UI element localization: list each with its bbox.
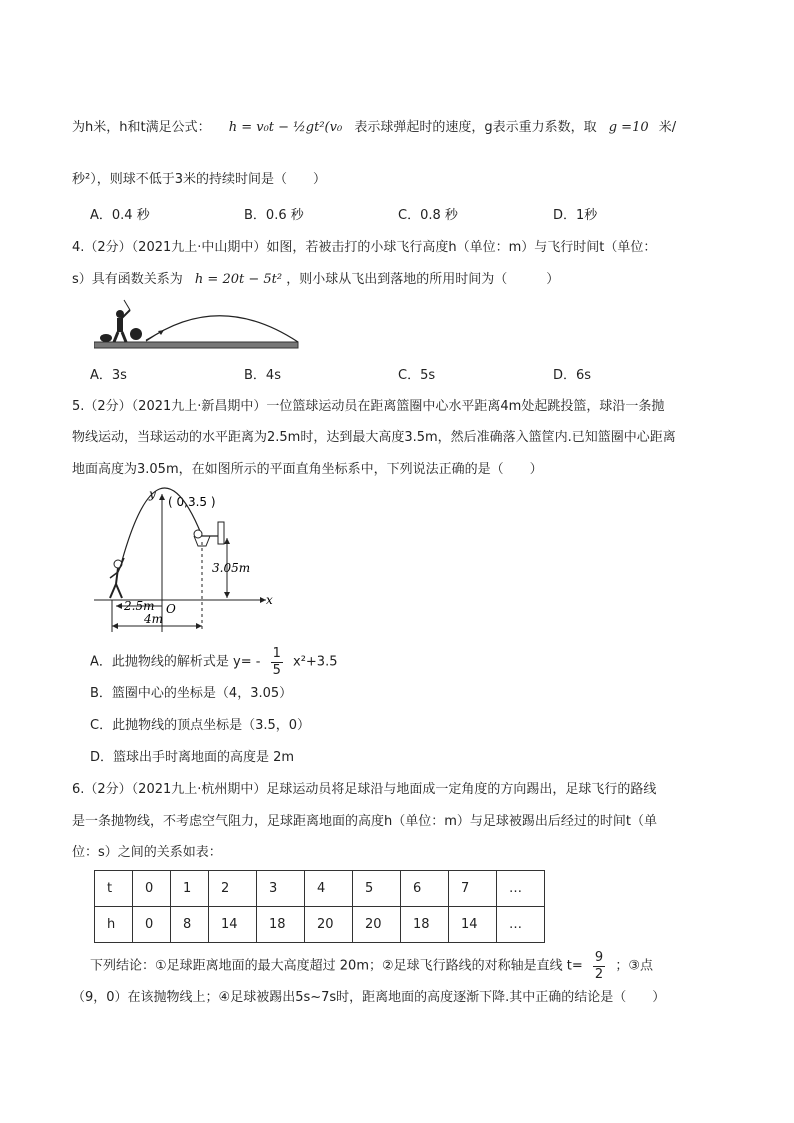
dist2-arrow-left-icon — [112, 623, 118, 629]
q4-text-b: ，则小球从飞出到落地的所用时间为（ ） — [286, 272, 560, 287]
q3-line1 — [72, 118, 676, 138]
table-cell: 20 — [305, 907, 353, 943]
y-axis-arrow-icon — [159, 494, 165, 500]
dist1-label: 2.5m — [124, 599, 155, 613]
q5-line3: 地面高度为3.05m，在如图所示的平面直角坐标系中，下列说法正确的是（ ） — [72, 462, 543, 477]
q4-option-b: B．4s — [244, 368, 281, 383]
table-cell: t — [95, 871, 133, 907]
y-axis-label: y — [149, 487, 156, 501]
q3-text-b: 表示球弹起时的速度，g表示重力系数，取 — [354, 120, 597, 135]
basketball-icon — [194, 530, 202, 538]
table-cell: 18 — [257, 907, 305, 943]
table-row — [95, 907, 545, 943]
table-cell: 7 — [449, 871, 497, 907]
table-cell: 14 — [449, 907, 497, 943]
table-cell: 1 — [171, 871, 209, 907]
q5-option-a — [90, 646, 337, 679]
height-arrow-top-icon — [224, 538, 230, 544]
height-label: 3.05m — [212, 561, 251, 575]
q6-line1: 6.（2分）（2021九上·杭州期中）足球运动员将足球沿与地面成一定角度的方向踢出，足球飞行的路线 — [72, 782, 657, 797]
fraction-denominator: 5 — [272, 663, 281, 678]
q6-conclusion-text: 下列结论：①足球距离地面的最大高度超过 20m；②足球飞行路线的对称轴是直线 t= — [90, 958, 583, 974]
vertex-point-label: ( 0,3.5 ) — [168, 495, 216, 509]
backboard — [218, 522, 224, 544]
q5-line2: 物线运动，当球运动的水平距离为2.5m时，达到最大高度3.5m，然后准确落入篮筐内.已知篮圈中心距离 — [72, 430, 676, 445]
q6-conclusion-line2: （9，0）在该抛物线上；④足球被踢出5s~7s时，距离地面的高度逐渐下降.其中正确的结论是（ ） — [72, 990, 666, 1005]
q3-text-c: 米/ — [658, 120, 677, 135]
height-arrow-bottom-icon — [224, 592, 230, 598]
trajectory-arc — [146, 316, 298, 342]
x-axis-label: x — [266, 593, 273, 607]
q4-formula: h = 20t − 5t² — [194, 272, 283, 287]
table-cell: 2 — [209, 871, 257, 907]
q4-option-d: D．6s — [553, 368, 592, 383]
q6-conclusion-line1 — [90, 950, 653, 983]
fraction-denominator: 2 — [594, 967, 604, 982]
q6-conclusion-fraction — [593, 950, 605, 983]
fraction-numerator: 9 — [594, 950, 604, 965]
q5-line1: 5.（2分）（2021九上·新昌期中）一位篮球运动员在距离篮圈中心水平距离4m处起跳投篮，球沿一条抛 — [72, 399, 665, 414]
dist2-label: 4m — [144, 612, 164, 626]
q4-text-a: s）具有函数关系为 — [72, 272, 183, 287]
q4-option-a: A．3s — [90, 368, 127, 383]
q3-option-a: A．0.4 秒 — [90, 208, 150, 223]
q4-line1: 4.（2分）（2021九上·中山期中）如图，若被击打的小球飞行高度h（单位：m）与飞行时间t（单位： — [72, 240, 657, 255]
table-cell: 8 — [171, 907, 209, 943]
q5-option-b: B．篮圈中心的坐标是（4，3.05） — [90, 686, 293, 701]
q4-line2 — [72, 270, 559, 290]
dist1-arrow-icon — [116, 603, 122, 609]
q5-option-a-tail: x²+3.5 — [293, 654, 338, 670]
q6-line3: 位：s）之间的关系如表： — [72, 845, 222, 860]
table-cell: 6 — [401, 871, 449, 907]
golf-figure — [94, 298, 304, 354]
q5-option-c: C．此抛物线的顶点坐标是（3.5，0） — [90, 718, 311, 733]
table-cell: 0 — [133, 871, 171, 907]
q6-table — [94, 870, 545, 943]
q3-text-a: 为h米，h和t满足公式： — [72, 120, 211, 135]
table-cell: 5 — [353, 871, 401, 907]
table-row — [95, 871, 545, 907]
table-cell: … — [497, 907, 545, 943]
fraction-numerator: 1 — [272, 646, 281, 661]
q3-g-value: g =10 — [608, 120, 649, 135]
origin-label: O — [166, 602, 176, 616]
q5-option-a-text: A．此抛物线的解析式是 y= - — [90, 654, 261, 670]
q3-formula: h = v₀t − ½gt²(v₀ — [228, 120, 343, 135]
table-cell: h — [95, 907, 133, 943]
q5-option-a-fraction — [271, 646, 283, 679]
q3-option-c: C．0.8 秒 — [398, 208, 458, 223]
q6-conclusion-tail: ；③点 — [615, 958, 653, 974]
table-cell: 18 — [401, 907, 449, 943]
golfer-icon — [100, 300, 142, 342]
q3-option-b: B．0.6 秒 — [244, 208, 304, 223]
table-cell: 20 — [353, 907, 401, 943]
q4-option-c: C．5s — [398, 368, 436, 383]
table-cell: 14 — [209, 907, 257, 943]
q3-line2: 秒²），则球不低于3米的持续时间是（ ） — [72, 172, 326, 187]
q5-option-d: D．篮球出手时离地面的高度是 2m — [90, 750, 295, 765]
table-cell: 3 — [257, 871, 305, 907]
table-cell: 4 — [305, 871, 353, 907]
player-icon — [110, 558, 124, 598]
q3-option-d: D．1秒 — [553, 208, 598, 223]
basketball-figure — [94, 486, 284, 636]
dist2-arrow-right-icon — [196, 623, 202, 629]
ground-strip — [94, 342, 298, 348]
q6-line2: 是一条抛物线，不考虑空气阻力，足球距离地面的高度h（单位：m）与足球被踢出后经过的时间t（单 — [72, 814, 658, 829]
table-cell: … — [497, 871, 545, 907]
table-cell: 0 — [133, 907, 171, 943]
